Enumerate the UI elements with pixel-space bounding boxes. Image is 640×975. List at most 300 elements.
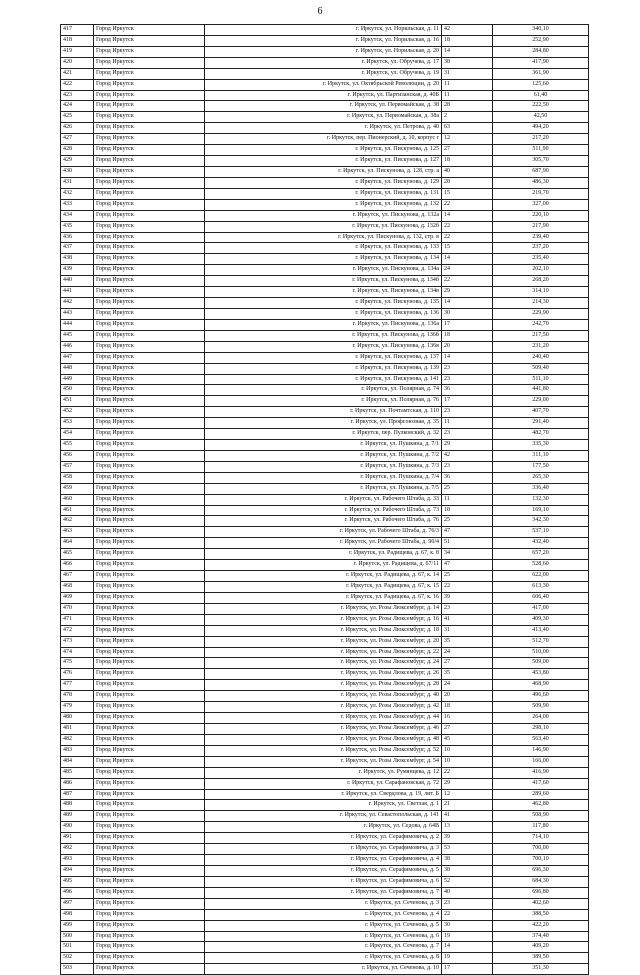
municipality-cell: Город Иркутск <box>94 407 205 418</box>
municipality-cell: Город Иркутск <box>94 298 205 309</box>
address-cell: г. Иркутск, ул. Первомайская, д. 38 <box>205 101 442 112</box>
area-cell: 402,60 <box>493 898 589 909</box>
table-row <box>61 254 589 265</box>
row-number-cell: 425 <box>61 112 94 123</box>
table-row <box>61 363 589 374</box>
area-cell: 220,10 <box>493 210 589 221</box>
table-row <box>61 461 589 472</box>
address-cell: г. Иркутск, ул. Радищева, д. 67, к. 8 <box>205 549 442 560</box>
row-number-cell: 467 <box>61 571 94 582</box>
address-cell: г. Иркутск, ул. Норильская, д. 20 <box>205 46 442 57</box>
flats-count-cell: 47 <box>442 560 493 571</box>
municipality-cell: Город Иркутск <box>94 516 205 527</box>
table-row <box>61 265 589 276</box>
area-cell: 336,40 <box>493 483 589 494</box>
row-number-cell: 475 <box>61 658 94 669</box>
flats-count-cell: 41 <box>442 811 493 822</box>
table-row <box>61 319 589 330</box>
area-cell: 351,30 <box>493 964 589 975</box>
flats-count-cell: 40 <box>442 887 493 898</box>
municipality-cell: Город Иркутск <box>94 221 205 232</box>
area-cell: 509,90 <box>493 702 589 713</box>
address-cell: г. Иркутск, ул. Розы Люксембург, д. 18 <box>205 625 442 636</box>
row-number-cell: 491 <box>61 833 94 844</box>
address-cell: г. Иркутск, ул. Пискунова, д. 135 <box>205 298 442 309</box>
municipality-cell: Город Иркутск <box>94 35 205 46</box>
area-cell: 417,00 <box>493 603 589 614</box>
municipality-cell: Город Иркутск <box>94 614 205 625</box>
municipality-cell: Город Иркутск <box>94 691 205 702</box>
area-cell: 417,90 <box>493 57 589 68</box>
area-cell: 125,60 <box>493 79 589 90</box>
municipality-cell: Город Иркутск <box>94 363 205 374</box>
area-cell: 511,90 <box>493 145 589 156</box>
row-number-cell: 465 <box>61 549 94 560</box>
address-cell: г. Иркутск, ул. Пискунова, д. 127 <box>205 156 442 167</box>
flats-count-cell: 42 <box>442 450 493 461</box>
row-number-cell: 478 <box>61 691 94 702</box>
area-cell: 494,20 <box>493 123 589 134</box>
row-number-cell: 424 <box>61 101 94 112</box>
municipality-cell: Город Иркутск <box>94 778 205 789</box>
flats-count-cell: 51 <box>442 538 493 549</box>
row-number-cell: 441 <box>61 287 94 298</box>
address-cell: г. Иркутск, ул. Пискунова, д. 134б <box>205 276 442 287</box>
municipality-cell: Город Иркутск <box>94 702 205 713</box>
table-row <box>61 188 589 199</box>
row-number-cell: 421 <box>61 68 94 79</box>
table-row <box>61 450 589 461</box>
flats-count-cell: 22 <box>442 582 493 593</box>
address-cell: г. Иркутск, ул. Розы Люксембург, д. 44 <box>205 713 442 724</box>
area-cell: 202,10 <box>493 265 589 276</box>
table-row <box>61 35 589 46</box>
area-cell: 510,00 <box>493 647 589 658</box>
flats-count-cell: 39 <box>442 833 493 844</box>
flats-count-cell: 39 <box>442 592 493 603</box>
address-cell: г. Иркутск, ул. Сеченова, д. 6 <box>205 931 442 942</box>
address-cell: г. Иркутск, пер. Пионерский, д. 10, корпус г <box>205 134 442 145</box>
table-row <box>61 527 589 538</box>
flats-count-cell: 24 <box>442 680 493 691</box>
area-cell: 265,30 <box>493 472 589 483</box>
area-cell: 327,00 <box>493 199 589 210</box>
address-cell: г. Иркутск, ул. Рабочего Штаба, д. 33 <box>205 494 442 505</box>
table-row <box>61 374 589 385</box>
municipality-cell: Город Иркутск <box>94 341 205 352</box>
area-cell: 511,10 <box>493 374 589 385</box>
municipality-cell: Город Иркутск <box>94 833 205 844</box>
row-number-cell: 448 <box>61 363 94 374</box>
address-cell: г. Иркутск, ул. Сеченова, д. 7 <box>205 942 442 953</box>
municipality-cell: Город Иркутск <box>94 145 205 156</box>
table-body <box>61 25 589 975</box>
area-cell: 496,60 <box>493 691 589 702</box>
flats-count-cell: 20 <box>442 691 493 702</box>
flats-count-cell: 11 <box>442 90 493 101</box>
row-number-cell: 449 <box>61 374 94 385</box>
flats-count-cell: 17 <box>442 319 493 330</box>
page-number: 6 <box>317 6 323 17</box>
flats-count-cell: 15 <box>442 243 493 254</box>
flats-count-cell: 12 <box>442 134 493 145</box>
address-cell: г. Иркутск, ул. Петрова, д. 40 <box>205 123 442 134</box>
address-cell: г. Иркутск, ул. Пискунова, д. 136а <box>205 319 442 330</box>
flats-count-cell: 25 <box>442 483 493 494</box>
municipality-cell: Город Иркутск <box>94 440 205 451</box>
table-row <box>61 90 589 101</box>
row-number-cell: 482 <box>61 734 94 745</box>
flats-count-cell: 23 <box>442 603 493 614</box>
row-number-cell: 476 <box>61 669 94 680</box>
row-number-cell: 472 <box>61 625 94 636</box>
flats-count-cell: 63 <box>442 123 493 134</box>
municipality-cell: Город Иркутск <box>94 243 205 254</box>
municipality-cell: Город Иркутск <box>94 527 205 538</box>
table-row <box>61 308 589 319</box>
row-number-cell: 458 <box>61 472 94 483</box>
row-number-cell: 487 <box>61 789 94 800</box>
flats-count-cell: 17 <box>442 964 493 975</box>
municipality-cell: Город Иркутск <box>94 822 205 833</box>
table-row <box>61 745 589 756</box>
flats-count-cell: 36 <box>442 385 493 396</box>
address-cell: г. Иркутск, ул. Рабочего Штаба, д. 90/4 <box>205 538 442 549</box>
row-number-cell: 436 <box>61 232 94 243</box>
table-row <box>61 145 589 156</box>
municipality-cell: Город Иркутск <box>94 625 205 636</box>
row-number-cell: 499 <box>61 920 94 931</box>
table-row <box>61 538 589 549</box>
area-cell: 622,00 <box>493 571 589 582</box>
municipality-cell: Город Иркутск <box>94 942 205 953</box>
row-number-cell: 481 <box>61 724 94 735</box>
municipality-cell: Город Иркутск <box>94 756 205 767</box>
flats-count-cell: 29 <box>442 778 493 789</box>
flats-count-cell: 18 <box>442 505 493 516</box>
area-cell: 214,30 <box>493 298 589 309</box>
flats-count-cell: 13 <box>442 822 493 833</box>
address-cell: г. Иркутск, ул. Розы Люксембург, д. 48 <box>205 734 442 745</box>
row-number-cell: 438 <box>61 254 94 265</box>
row-number-cell: 453 <box>61 418 94 429</box>
municipality-cell: Город Иркутск <box>94 538 205 549</box>
area-cell: 239,40 <box>493 232 589 243</box>
row-number-cell: 480 <box>61 713 94 724</box>
area-cell: 342,30 <box>493 516 589 527</box>
flats-count-cell: 29 <box>442 440 493 451</box>
address-cell: г. Иркутск, ул. Сеченова, д. 4 <box>205 909 442 920</box>
area-cell: 441,80 <box>493 385 589 396</box>
flats-count-cell: 14 <box>442 210 493 221</box>
flats-count-cell: 22 <box>442 909 493 920</box>
municipality-cell: Город Иркутск <box>94 669 205 680</box>
municipality-cell: Город Иркутск <box>94 385 205 396</box>
flats-count-cell: 47 <box>442 527 493 538</box>
row-number-cell: 426 <box>61 123 94 134</box>
row-number-cell: 484 <box>61 756 94 767</box>
municipality-cell: Город Иркутск <box>94 549 205 560</box>
address-cell: г. Иркутск, ул. Сарафановская, д. 72 <box>205 778 442 789</box>
address-cell: г. Иркутск, ул. Пискунова, д. 139 <box>205 363 442 374</box>
address-cell: г. Иркутск, ул. Пискунова, д. 137 <box>205 352 442 363</box>
row-number-cell: 463 <box>61 527 94 538</box>
address-cell: г. Иркутск, ул. Пушкина, д. 7/3 <box>205 461 442 472</box>
row-number-cell: 437 <box>61 243 94 254</box>
area-cell: 231,20 <box>493 341 589 352</box>
municipality-cell: Город Иркутск <box>94 865 205 876</box>
flats-count-cell: 24 <box>442 265 493 276</box>
flats-count-cell: 18 <box>442 702 493 713</box>
address-cell: г. Иркутск, ул. Рабочего Штаба, д. 76 <box>205 516 442 527</box>
area-cell: 606,40 <box>493 592 589 603</box>
row-number-cell: 422 <box>61 79 94 90</box>
table-row <box>61 243 589 254</box>
municipality-cell: Город Иркутск <box>94 101 205 112</box>
area-cell: 264,00 <box>493 713 589 724</box>
address-cell: г. Иркутск, ул. Свердлова, д. 19, лит. Б <box>205 789 442 800</box>
housing-registry-table <box>60 24 589 975</box>
table-row <box>61 352 589 363</box>
table-row <box>61 811 589 822</box>
area-cell: 235,40 <box>493 254 589 265</box>
municipality-cell: Город Иркутск <box>94 166 205 177</box>
municipality-cell: Город Иркутск <box>94 887 205 898</box>
row-number-cell: 496 <box>61 887 94 898</box>
flats-count-cell: 41 <box>442 614 493 625</box>
address-cell: г. Иркутск, ул. Обручева, д. 19 <box>205 68 442 79</box>
row-number-cell: 471 <box>61 614 94 625</box>
municipality-cell: Город Иркутск <box>94 374 205 385</box>
table-row <box>61 756 589 767</box>
flats-count-cell: 53 <box>442 844 493 855</box>
table-row <box>61 46 589 57</box>
row-number-cell: 486 <box>61 778 94 789</box>
table-row <box>61 221 589 232</box>
area-cell: 166,00 <box>493 756 589 767</box>
row-number-cell: 469 <box>61 592 94 603</box>
row-number-cell: 483 <box>61 745 94 756</box>
address-cell: г. Иркутск, ул. Сеченова, д. 5 <box>205 920 442 931</box>
area-cell: 700,00 <box>493 844 589 855</box>
municipality-cell: Город Иркутск <box>94 396 205 407</box>
municipality-cell: Город Иркутск <box>94 964 205 975</box>
municipality-cell: Город Иркутск <box>94 800 205 811</box>
municipality-cell: Город Иркутск <box>94 46 205 57</box>
table-row <box>61 57 589 68</box>
flats-count-cell: 14 <box>442 298 493 309</box>
flats-count-cell: 52 <box>442 876 493 887</box>
area-cell: 146,90 <box>493 745 589 756</box>
table-row <box>61 800 589 811</box>
municipality-cell: Город Иркутск <box>94 909 205 920</box>
area-cell: 219,70 <box>493 188 589 199</box>
area-cell: 237,20 <box>493 243 589 254</box>
flats-count-cell: 28 <box>442 177 493 188</box>
flats-count-cell: 45 <box>442 734 493 745</box>
municipality-cell: Город Иркутск <box>94 472 205 483</box>
row-number-cell: 431 <box>61 177 94 188</box>
municipality-cell: Город Иркутск <box>94 199 205 210</box>
flats-count-cell: 31 <box>442 68 493 79</box>
municipality-cell: Город Иркутск <box>94 319 205 330</box>
area-cell: 407,70 <box>493 407 589 418</box>
table-row <box>61 505 589 516</box>
municipality-cell: Город Иркутск <box>94 713 205 724</box>
area-cell: 684,30 <box>493 876 589 887</box>
area-cell: 311,10 <box>493 450 589 461</box>
flats-count-cell: 38 <box>442 865 493 876</box>
address-cell: г. Иркутск, ул. Розы Люксембург, д. 16 <box>205 614 442 625</box>
table-row <box>61 592 589 603</box>
table-row <box>61 68 589 79</box>
table-row <box>61 330 589 341</box>
area-cell: 432,40 <box>493 538 589 549</box>
area-cell: 242,70 <box>493 319 589 330</box>
address-cell: г. Иркутск, ул. Радищева, д. 67/11 <box>205 560 442 571</box>
area-cell: 508,90 <box>493 811 589 822</box>
row-number-cell: 450 <box>61 385 94 396</box>
table-row <box>61 571 589 582</box>
flats-count-cell: 18 <box>442 330 493 341</box>
municipality-cell: Город Иркутск <box>94 636 205 647</box>
flats-count-cell: 38 <box>442 57 493 68</box>
municipality-cell: Город Иркутск <box>94 571 205 582</box>
row-number-cell: 420 <box>61 57 94 68</box>
municipality-cell: Город Иркутск <box>94 123 205 134</box>
municipality-cell: Город Иркутск <box>94 603 205 614</box>
row-number-cell: 498 <box>61 909 94 920</box>
flats-count-cell: 11 <box>442 79 493 90</box>
area-cell: 486,30 <box>493 177 589 188</box>
row-number-cell: 462 <box>61 516 94 527</box>
area-cell: 361,90 <box>493 68 589 79</box>
table-row <box>61 603 589 614</box>
address-cell: г. Иркутск, ул. Пискунова, д. 136 <box>205 308 442 319</box>
table-row <box>61 123 589 134</box>
address-cell: г. Иркутск, ул. Севастопольская, д. 141 <box>205 811 442 822</box>
table-row <box>61 636 589 647</box>
municipality-cell: Город Иркутск <box>94 450 205 461</box>
municipality-cell: Город Иркутск <box>94 265 205 276</box>
flats-count-cell: 22 <box>442 221 493 232</box>
address-cell: г. Иркутск, ул. Светлая, д. 1 <box>205 800 442 811</box>
table-row <box>61 931 589 942</box>
table-row <box>61 177 589 188</box>
table-row <box>61 680 589 691</box>
table-row <box>61 909 589 920</box>
table-row <box>61 964 589 975</box>
municipality-cell: Город Иркутск <box>94 505 205 516</box>
table-row <box>61 658 589 669</box>
area-cell: 389,50 <box>493 953 589 964</box>
address-cell: г. Иркутск, ул. Норильская, д. 11 <box>205 25 442 36</box>
row-number-cell: 473 <box>61 636 94 647</box>
address-cell: г. Иркутск, ул. Пискунова, д. 125 <box>205 145 442 156</box>
table-row <box>61 647 589 658</box>
area-cell: 217,20 <box>493 134 589 145</box>
row-number-cell: 466 <box>61 560 94 571</box>
area-cell: 413,40 <box>493 625 589 636</box>
row-number-cell: 447 <box>61 352 94 363</box>
address-cell: г. Иркутск, ул. Розы Люксембург, д. 42 <box>205 702 442 713</box>
area-cell: 291,40 <box>493 418 589 429</box>
area-cell: 252,90 <box>493 35 589 46</box>
row-number-cell: 430 <box>61 166 94 177</box>
row-number-cell: 488 <box>61 800 94 811</box>
area-cell: 335,30 <box>493 440 589 451</box>
municipality-cell: Город Иркутск <box>94 560 205 571</box>
row-number-cell: 460 <box>61 494 94 505</box>
municipality-cell: Город Иркутск <box>94 177 205 188</box>
address-cell: г. Иркутск, ул. Румянцева, д. 12 <box>205 767 442 778</box>
table-row <box>61 920 589 931</box>
row-number-cell: 461 <box>61 505 94 516</box>
flats-count-cell: 25 <box>442 516 493 527</box>
address-cell: г. Иркутск, ул. Пискунова, д. 134 <box>205 254 442 265</box>
address-cell: г. Иркутск, ул. Пискунова, д. 128, стр. а <box>205 166 442 177</box>
row-number-cell: 456 <box>61 450 94 461</box>
area-cell: 512,70 <box>493 636 589 647</box>
row-number-cell: 418 <box>61 35 94 46</box>
municipality-cell: Город Иркутск <box>94 429 205 440</box>
flats-count-cell: 22 <box>442 232 493 243</box>
row-number-cell: 419 <box>61 46 94 57</box>
municipality-cell: Город Иркутск <box>94 876 205 887</box>
table-row <box>61 232 589 243</box>
municipality-cell: Город Иркутск <box>94 658 205 669</box>
table-row <box>61 625 589 636</box>
row-number-cell: 442 <box>61 298 94 309</box>
table-row <box>61 156 589 167</box>
flats-count-cell: 14 <box>442 352 493 363</box>
municipality-cell: Город Иркутск <box>94 330 205 341</box>
address-cell: г. Иркутск, ул. Пискунова, д. 129 <box>205 177 442 188</box>
address-cell: г. Иркутск, ул. Пушкина, д. 7/1 <box>205 440 442 451</box>
row-number-cell: 444 <box>61 319 94 330</box>
municipality-cell: Город Иркутск <box>94 90 205 101</box>
municipality-cell: Город Иркутск <box>94 811 205 822</box>
area-cell: 177,50 <box>493 461 589 472</box>
row-number-cell: 433 <box>61 199 94 210</box>
address-cell: г. Иркутск, ул. Пискунова, д. 134а <box>205 265 442 276</box>
area-cell: 537,10 <box>493 527 589 538</box>
row-number-cell: 443 <box>61 308 94 319</box>
table-row <box>61 79 589 90</box>
address-cell: г. Иркутск, ул. Розы Люксембург, д. 40 <box>205 691 442 702</box>
address-cell: г. Иркутск, ул. Пискунова, д. 134в <box>205 287 442 298</box>
flats-count-cell: 22 <box>442 276 493 287</box>
address-cell: г. Иркутск, ул. Розы Люксембург, д. 46 <box>205 724 442 735</box>
address-cell: г. Иркутск, ул. Норильская, д. 16 <box>205 35 442 46</box>
row-number-cell: 429 <box>61 156 94 167</box>
flats-count-cell: 35 <box>442 636 493 647</box>
municipality-cell: Город Иркутск <box>94 461 205 472</box>
row-number-cell: 501 <box>61 942 94 953</box>
area-cell: 509,00 <box>493 658 589 669</box>
municipality-cell: Город Иркутск <box>94 745 205 756</box>
address-cell: г. Иркутск, ул. Розы Люксембург, д. 28 <box>205 680 442 691</box>
flats-count-cell: 19 <box>442 953 493 964</box>
row-number-cell: 439 <box>61 265 94 276</box>
municipality-cell: Город Иркутск <box>94 188 205 199</box>
flats-count-cell: 10 <box>442 756 493 767</box>
table-row <box>61 691 589 702</box>
table-row <box>61 298 589 309</box>
row-number-cell: 470 <box>61 603 94 614</box>
flats-count-cell: 12 <box>442 789 493 800</box>
address-cell: г. Иркутск, ул. Серафимовича, д. 7 <box>205 887 442 898</box>
